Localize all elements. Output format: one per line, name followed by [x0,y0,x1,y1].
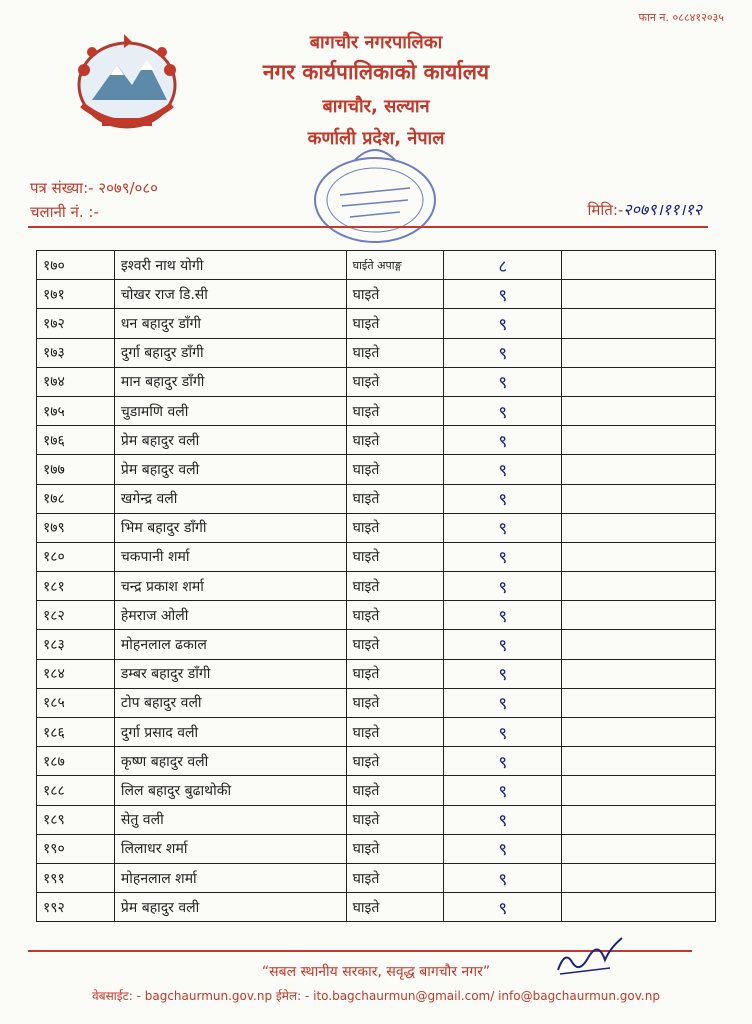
serial-number: १८१ [37,572,115,601]
serial-number: १८३ [37,630,115,659]
injury-type: घाइते [346,309,444,338]
municipality-name: बागचौर नगरपालिका [309,32,443,53]
injury-type: घाइते [346,513,444,542]
table-row [37,484,716,513]
person-name: हेमराज ओली [114,601,346,630]
injury-type: घाइते [346,863,444,892]
count-value: ८ [444,251,562,280]
table-row [37,834,716,863]
table-row [37,396,716,425]
injury-type: घाइते [346,688,444,717]
person-name: चकपानी शर्मा [114,542,346,571]
remarks-cell [562,280,716,309]
table-row [37,572,716,601]
count-value: ९ [444,338,562,367]
serial-number: १७३ [37,338,115,367]
serial-number: १८५ [37,688,115,717]
table-row [37,776,716,805]
table-row [37,338,716,367]
person-name: लिलाधर शर्मा [114,834,346,863]
table-row [37,630,716,659]
injury-type: घाइते [346,718,444,747]
count-value: ९ [444,367,562,396]
office-stamp-icon [300,140,450,250]
injury-type: घाइते [346,396,444,425]
count-value: ९ [444,893,562,922]
person-name: मान बहादुर डाँगी [114,367,346,396]
table-row [37,688,716,717]
injury-type: घाइते [346,805,444,834]
serial-number: १७४ [37,367,115,396]
remarks-cell [562,309,716,338]
province-country: कर्णाली प्रदेश, नेपाल [307,128,445,149]
count-value: ९ [444,513,562,542]
remarks-cell [562,601,716,630]
remarks-cell [562,484,716,513]
person-name: खगेन्द्र वली [114,484,346,513]
serial-number: १७० [37,251,115,280]
remarks-cell [562,747,716,776]
person-name: चन्द्र प्रकाश शर्मा [114,572,346,601]
serial-number: १८९ [37,805,115,834]
injury-type: घाइते [346,455,444,484]
person-name: कृष्ण बहादुर वली [114,747,346,776]
table-row [37,718,716,747]
person-name: मोहनलाल शर्मा [114,863,346,892]
serial-number: १७१ [37,280,115,309]
serial-number: १९१ [37,863,115,892]
table-row [37,455,716,484]
table-row [37,367,716,396]
injury-type: घाइते [346,601,444,630]
serial-number: १७६ [37,426,115,455]
date-label: मिति:- [587,201,624,219]
count-value: ९ [444,659,562,688]
file-number: फान न. ०८८४१२०३५ [638,11,724,24]
person-name: चोखर राज डि.सी [114,280,346,309]
remarks-cell [562,659,716,688]
remarks-cell [562,338,716,367]
count-value: ९ [444,805,562,834]
table-row [37,513,716,542]
injury-type: घाइते [346,542,444,571]
table-row [37,805,716,834]
table-row [37,659,716,688]
person-name: दुर्गा बहादुर डाँगी [114,338,346,367]
letter-date [588,198,702,220]
letter-number: पत्र संख्या:- २०७९/०८० [30,179,158,197]
serial-number: १८८ [37,776,115,805]
injury-type: घाइते [346,776,444,805]
injury-type: घाईते अपाङ्ग [346,251,444,280]
letter-meta [30,176,158,224]
count-value: ९ [444,309,562,338]
injury-type: घाइते [346,893,444,922]
table-row [37,863,716,892]
serial-number: १८४ [37,659,115,688]
injury-type: घाइते [346,484,444,513]
remarks-cell [562,396,716,425]
count-value: ९ [444,863,562,892]
person-name: प्रेम बहादुर वली [114,893,346,922]
remarks-cell [562,542,716,571]
remarks-cell [562,688,716,717]
table-row [37,542,716,571]
person-name: प्रेम बहादुर वली [114,455,346,484]
person-name: धन बहादुर डाँगी [114,309,346,338]
injury-type: घाइते [346,426,444,455]
remarks-cell [562,893,716,922]
letterhead [0,30,752,150]
remarks-cell [562,776,716,805]
person-name: डम्बर बहादुर डाँगी [114,659,346,688]
serial-number: १७८ [37,484,115,513]
count-value: ९ [444,426,562,455]
table-row [37,280,716,309]
injury-type: घाइते [346,834,444,863]
table-row [37,426,716,455]
office-location: बागचौर, सल्यान [322,96,430,117]
office-name: नगर कार्यपालिकाको कार्यालय [262,60,490,84]
count-value: ९ [444,542,562,571]
remarks-cell [562,805,716,834]
count-value: ९ [444,747,562,776]
person-name: मोहनलाल ढकाल [114,630,346,659]
serial-number: १८० [37,542,115,571]
remarks-cell [562,718,716,747]
person-name: इश्वरी नाथ योगी [114,251,346,280]
remarks-cell [562,367,716,396]
count-value: ९ [444,688,562,717]
count-value: ९ [444,280,562,309]
remarks-cell [562,572,716,601]
table-row [37,251,716,280]
remarks-cell [562,455,716,484]
person-name: भिम बहादुर डाँगी [114,513,346,542]
injury-type: घाइते [346,659,444,688]
injury-type: घाइते [346,572,444,601]
table-row [37,601,716,630]
injury-type: घाइते [346,630,444,659]
table-row [37,893,716,922]
count-value: ९ [444,455,562,484]
person-name: दुर्गा प्रसाद वली [114,718,346,747]
serial-number: १८७ [37,747,115,776]
header-divider [28,226,708,228]
count-value: ९ [444,834,562,863]
table-row [37,309,716,338]
dispatch-number: चलानी नं. :- [30,203,99,221]
remarks-cell [562,630,716,659]
injury-type: घाइते [346,367,444,396]
count-value: ९ [444,776,562,805]
remarks-cell [562,251,716,280]
count-value: ९ [444,718,562,747]
count-value: ९ [444,630,562,659]
injury-type: घाइते [346,747,444,776]
footer-contact: वेबसाईट: - bagchaurmun.gov.np ईमेल: - ito.bagchaurmun@gmail.com/ info@bagchaurmun.gov.np [92,989,660,1003]
injury-type: घाइते [346,338,444,367]
serial-number: १८६ [37,718,115,747]
remarks-cell [562,834,716,863]
serial-number: १९० [37,834,115,863]
remarks-cell [562,863,716,892]
person-name: चुडामणि वली [114,396,346,425]
serial-number: १७५ [37,396,115,425]
person-name: सेतु वली [114,805,346,834]
remarks-cell [562,426,716,455]
date-value: २०७९।११।१२ [623,200,702,219]
serial-number: १८२ [37,601,115,630]
remarks-cell [562,513,716,542]
injury-type: घाइते [346,280,444,309]
person-name: लिल बहादुर बुढाथोकी [114,776,346,805]
serial-number: १७९ [37,513,115,542]
serial-number: १७७ [37,455,115,484]
count-value: ९ [444,396,562,425]
serial-number: १७२ [37,309,115,338]
table-row [37,747,716,776]
person-name: टोप बहादुर वली [114,688,346,717]
count-value: ९ [444,572,562,601]
beneficiary-table [36,250,716,922]
footer-slogan: “सबल स्थानीय सरकार, सवृद्ध बागचौर नगर” [261,964,491,980]
person-name: प्रेम बहादुर वली [114,426,346,455]
count-value: ९ [444,601,562,630]
count-value: ९ [444,484,562,513]
serial-number: १९२ [37,893,115,922]
